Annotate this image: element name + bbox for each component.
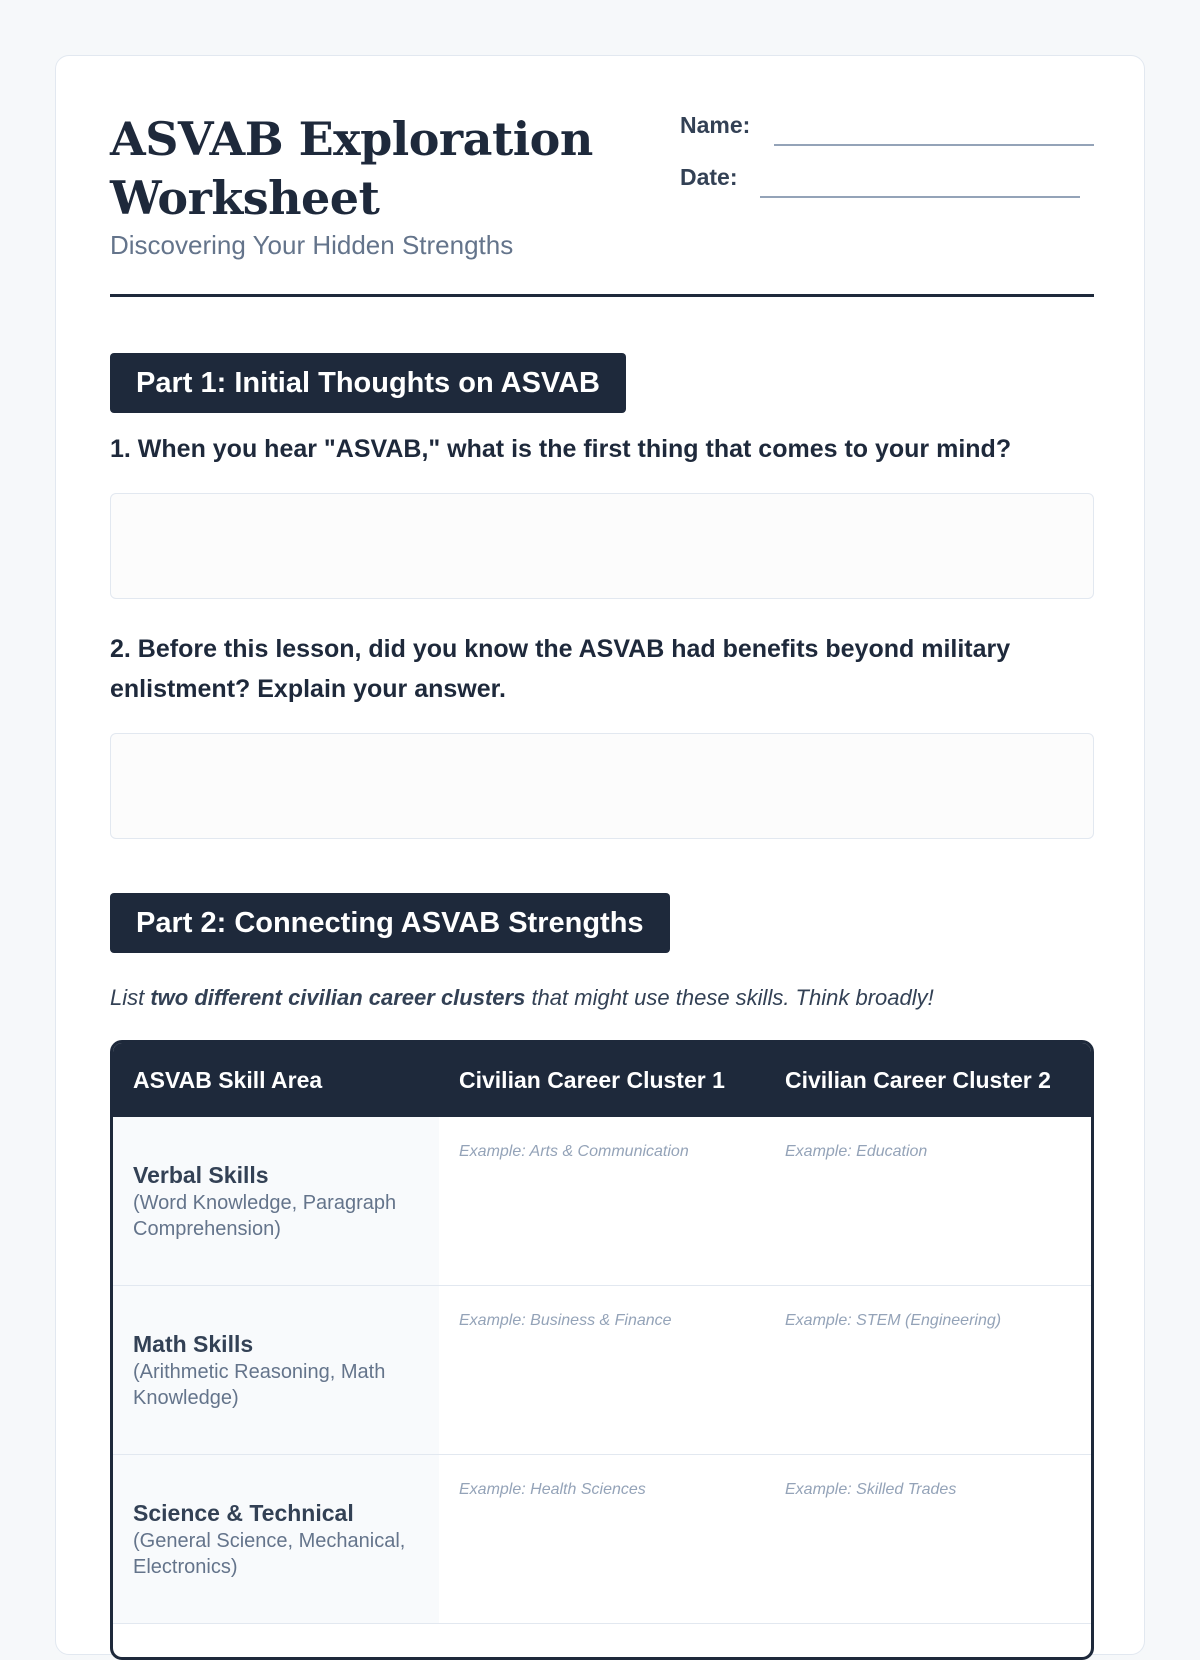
skill-cell: [113, 1286, 439, 1454]
worksheet-page: [55, 55, 1145, 1655]
table-row: [113, 1117, 1091, 1286]
cluster-1-entry[interactable]: Example: Health Sciences: [459, 1481, 646, 1498]
date-line[interactable]: [760, 196, 1080, 198]
instruction-text-start: List: [110, 985, 151, 1010]
cluster-2-entry[interactable]: Example: STEM (Engineering): [785, 1312, 1002, 1329]
skill-cell: [113, 1117, 439, 1285]
answer-box-1[interactable]: [110, 493, 1094, 599]
instruction-emphasis: two different civilian career clusters: [150, 985, 526, 1010]
cluster-1-entry[interactable]: Example: Arts & Communication: [459, 1143, 689, 1160]
header-skill-area: ASVAB Skill Area: [133, 1067, 323, 1093]
part1-heading: Part 1: Initial Thoughts on ASVAB: [110, 353, 626, 413]
question-1: 1. When you hear "ASVAB," what is the first thing that comes to your mind?: [110, 435, 1012, 463]
skill-name: Math Skills: [133, 1331, 254, 1357]
skills-table: [110, 1040, 1094, 1660]
table-row: [113, 1286, 1091, 1455]
skill-detail: (General Science, Mechanical, Electronics): [133, 1530, 406, 1578]
date-label: Date:: [680, 164, 738, 190]
answer-box-2[interactable]: [110, 733, 1094, 839]
page-title: ASVAB Exploration Worksheet: [110, 112, 593, 225]
table-header: [113, 1043, 1091, 1117]
skill-cell: [113, 1455, 439, 1623]
cluster-1-entry[interactable]: Example: Business & Finance: [459, 1312, 672, 1329]
header-cluster-2: Civilian Career Cluster 2: [785, 1067, 1051, 1093]
cluster-2-entry[interactable]: Example: Education: [785, 1143, 928, 1160]
name-field[interactable]: [680, 110, 1094, 146]
part2-heading: Part 2: Connecting ASVAB Strengths: [110, 893, 670, 953]
worksheet-header: [110, 110, 1094, 297]
question-2: 2. Before this lesson, did you know the ASVAB had benefits beyond military enlistment? Explain your answer.: [110, 635, 1011, 703]
skill-detail: (Arithmetic Reasoning, Math Knowledge): [133, 1361, 386, 1409]
skill-name: Verbal Skills: [133, 1162, 269, 1188]
date-field[interactable]: [680, 162, 1094, 198]
skill-detail: (Word Knowledge, Paragraph Comprehension): [133, 1192, 397, 1240]
table-row: [113, 1455, 1091, 1624]
part2-instruction: [110, 983, 1094, 1013]
instruction-text-end: that might use these skills. Think broadly!: [525, 985, 934, 1010]
cluster-2-entry[interactable]: Example: Skilled Trades: [785, 1481, 957, 1498]
page-subtitle: Discovering Your Hidden Strengths: [110, 230, 514, 260]
name-label: Name:: [680, 112, 751, 138]
skill-name: Science & Technical: [133, 1500, 354, 1526]
name-line[interactable]: [774, 144, 1094, 146]
header-cluster-1: Civilian Career Cluster 1: [459, 1067, 725, 1093]
